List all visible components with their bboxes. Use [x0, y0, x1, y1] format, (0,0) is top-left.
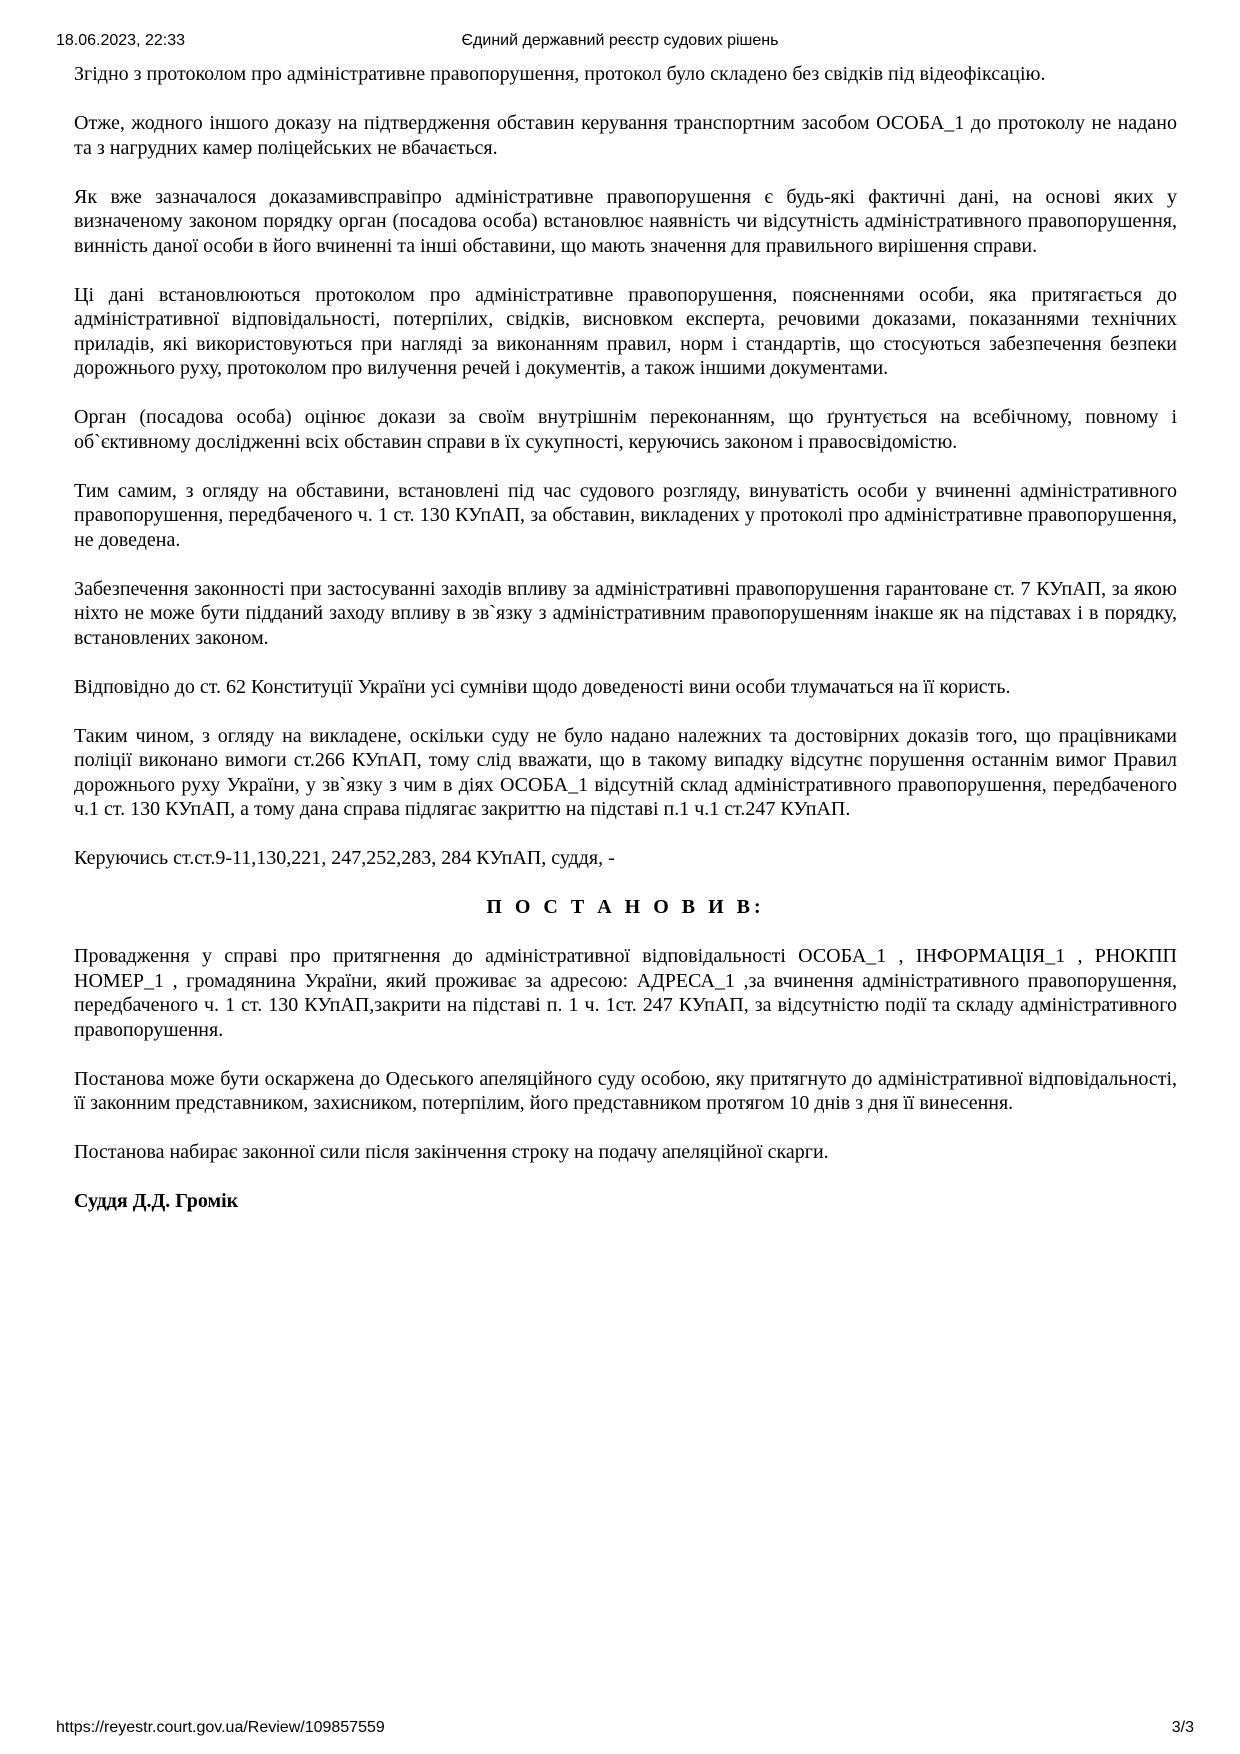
paragraph: Як вже зазначалося доказамивсправіпро адміністративне правопорушення є будь-які фактичні дані, на основі яких у визначеному законом порядку орган (посадова особа) встановлює наявність чи відсутність адміністративного правопорушення, винність даної особи в його вчиненні та інші обставини, що мають значення для правильного вирішення справи.	[74, 185, 1177, 257]
page-number: 3/3	[1171, 1719, 1194, 1736]
decision-paragraph: Постанова може бути оскаржена до Одеського апеляційного суду особою, яку притягнуто до адміністративної відповідальності, її законним представником, захисником, потерпілим, його представником протягом 10 днів з дня її винесення.	[74, 1067, 1177, 1114]
paragraph: Отже, жодного іншого доказу на підтвердження обставин керування транспортним засобом ОСОБА_1 до протоколу не надано та з нагрудних камер поліцейських не вбачається.	[74, 112, 1177, 159]
page-header-title: Єдиний державний реєстр судових рішень	[461, 32, 779, 49]
paragraph: Ці дані встановлюються протоколом про адміністративне правопорушення, поясненнями особи, яка притягається до адміністративної відповідальності, потерпілих, свідків, висновком експерта, речовими доказами, показаннями технічних приладів, які використовуються при нагляді за виконанням правил, норм і стандартів, що стосуються забезпечення безпеки дорожнього руху, протоколом про вилучення речей і документів, а також іншими документами.	[74, 283, 1177, 379]
paragraph: Орган (посадова особа) оцінює докази за своїм внутрішнім переконанням, що ґрунтується на всебічному, повному і об`єктивному дослідженні всіх обставин справи в їх сукупності, керуючись законом і правосвідомістю.	[74, 406, 1177, 453]
paragraph: Забезпечення законності при застосуванні заходів впливу за адміністративні правопорушення гарантоване ст. 7 КУпАП, за якою ніхто не може бути підданий заходу впливу в зв`язку з адміністративним правопорушенням інакше як на підставах і в порядку, встановлених законом.	[74, 577, 1177, 649]
document-body	[74, 62, 1177, 1238]
paragraph: Тим самим, з огляду на обставини, встановлені під час судового розгляду, винуватість особи у вчиненні адміністративного правопорушення, передбаченого ч. 1 ст. 130 КУпАП, за обставин, викладених у протоколі про адміністративне правопорушення, не доведена.	[74, 479, 1177, 551]
paragraph: Таким чином, з огляду на викладене, оскільки суду не було надано належних та достовірних доказів того, що працівниками поліції виконано вимоги ст.266 КУпАП, тому слід вважати, що в такому випадку відсутнє порушення останнім вимог Правил дорожнього руху України, у зв`язку з чим в діях ОСОБА_1 відсутній склад адміністративного правопорушення, передбаченого ч.1 ст. 130 КУпАП, а тому дана справа підлягає закриттю на підставі п.1 ч.1 ст.247 КУпАП.	[74, 724, 1177, 820]
paragraph: Відповідно до ст. 62 Конституції України усі сумніви щодо доведеності вини особи тлумачаться на її користь.	[74, 675, 1011, 698]
paragraph: Керуючись ст.ст.9-11,130,221, 247,252,283, 284 КУпАП, суддя, -	[74, 847, 615, 869]
paragraph: Згідно з протоколом про адміністративне правопорушення, протокол було складено без свідків під відеофіксацію.	[74, 63, 1046, 85]
decision-paragraph: Провадження у справі про притягнення до адміністративної відповідальності ОСОБА_1 , ІНФОРМАЦІЯ_1 , РНОКПП НОМЕР_1 , громадянина України, який проживає за адресою: АДРЕСА_1 ,за вчинення адміністративного правопорушення, передбаченого ч. 1 ст. 130 КУпАП,закрити на підставі п. 1 ч. 1ст. 247 КУпАП, за відсутністю події та складу адміністративного правопорушення.	[74, 945, 1177, 1041]
decision-paragraph: Постанова набирає законної сили після закінчення строку на подачу апеляційної скарги.	[74, 1141, 829, 1163]
page-url[interactable]: https://reyestr.court.gov.ua/Review/109857559	[56, 1719, 385, 1736]
decision-heading: П О С Т А Н О В И В:	[486, 896, 765, 918]
print-datetime: 18.06.2023, 22:33	[56, 32, 186, 49]
judge-signature: Суддя Д.Д. Громік	[74, 1190, 239, 1212]
